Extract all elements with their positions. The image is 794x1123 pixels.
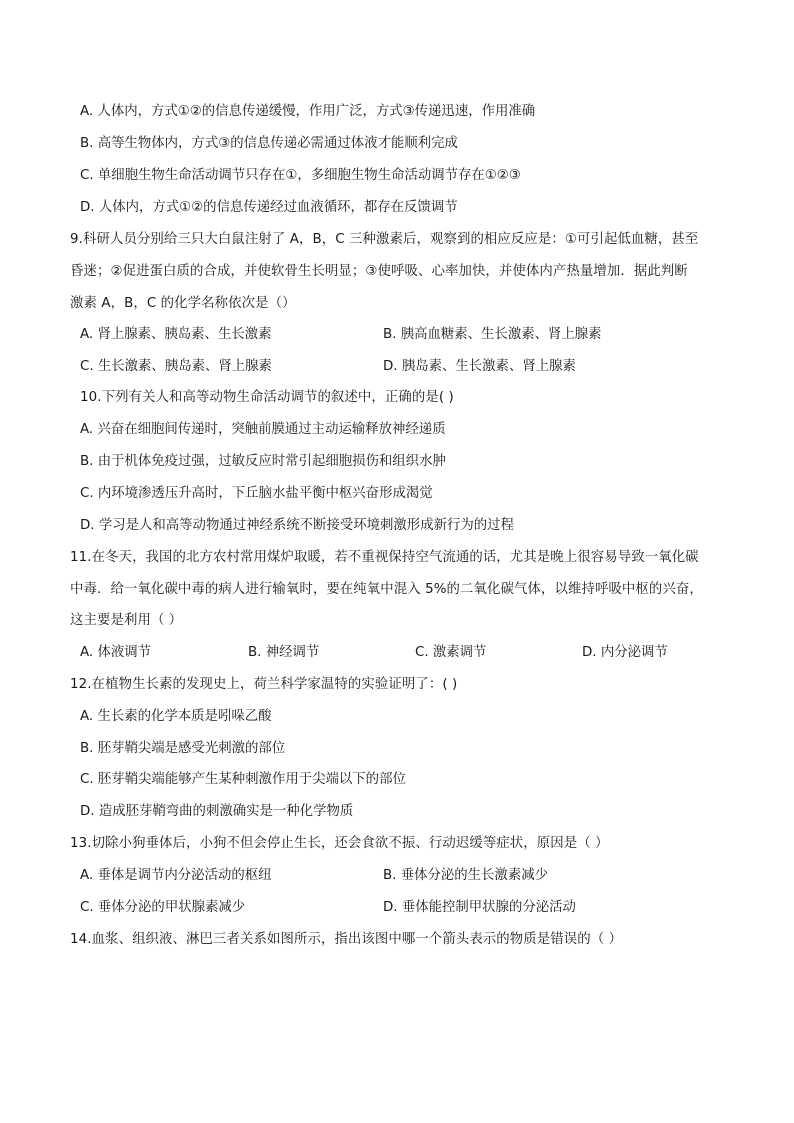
q12-stem: 12.在植物生长素的发现史上，荷兰科学家温特的实验证明了：( ) [70, 677, 458, 692]
q9-option-b: B. 胰高血糖素、生长激素、肾上腺素 [383, 327, 602, 342]
q12-option-d: D. 造成胚芽鞘弯曲的刺激确实是一种化学物质 [80, 804, 354, 819]
q8-option-c: C. 单细胞生物生命活动调节只存在①，多细胞生物生命活动调节存在①②③ [80, 168, 521, 183]
q9-stem-line-2: 昏迷；②促进蛋白质的合成，并使软骨生长明显；③使呼吸、心率加快，并使体内产热量增加．据此判断 [70, 264, 688, 279]
q8-option-b: B. 高等生物体内，方式③的信息传递必需通过体液才能顺利完成 [80, 136, 458, 151]
q8-option-d: D. 人体内，方式①②的信息传递经过血液循环，都存在反馈调节 [80, 200, 458, 215]
q12-option-b: B. 胚芽鞘尖端是感受光刺激的部位 [80, 741, 286, 756]
q11-stem-line-3: 这主要是利用（ ） [70, 613, 183, 628]
q11-option-a: A. 体液调节 [80, 645, 151, 660]
q9-option-a: A. 肾上腺素、胰岛素、生长激素 [80, 327, 272, 342]
q10-option-a: A. 兴奋在细胞间传递时，突触前膜通过主动运输释放神经递质 [80, 422, 446, 437]
q11-stem-line-1: 11.在冬天，我国的北方农村常用煤炉取暖，若不重视保持空气流通的话，尤其是晚上很容易导致一氧化碳 [70, 550, 699, 565]
q11-option-c: C. 激素调节 [415, 645, 487, 660]
q9-stem-line-3: 激素 A，B，C 的化学名称依次是（） [70, 296, 296, 311]
q8-option-a: A. 人体内，方式①②的信息传递缓慢，作用广泛，方式③传递迅速，作用准确 [80, 104, 536, 119]
q13-option-b: B. 垂体分泌的生长激素减少 [383, 868, 548, 883]
q11-stem-line-2: 中毒．给一氧化碳中毒的病人进行输氧时，要在纯氧中混入 5%的二氧化碳气体，以维持呼吸中枢的兴奋， [70, 582, 703, 597]
q9-stem-line-1: 9.科研人员分别给三只大白鼠注射了 A，B，C 三种激素后，观察到的相应反应是：①可引起低血糖，甚至 [70, 232, 699, 247]
q9-option-d: D. 胰岛素、生长激素、肾上腺素 [383, 359, 576, 374]
q13-option-c: C. 垂体分泌的甲状腺素减少 [80, 900, 246, 915]
q11-option-d: D. 内分泌调节 [582, 645, 668, 660]
q13-option-a: A. 垂体是调节内分泌活动的枢纽 [80, 868, 272, 883]
q10-option-b: B. 由于机体免疫过强，过敏反应时常引起细胞损伤和组织水肿 [80, 454, 446, 469]
q14-stem: 14.血浆、组织液、淋巴三者关系如图所示，指出该图中哪一个箭头表示的物质是错误的（ ） [70, 932, 623, 947]
q13-stem: 13.切除小狗垂体后，小狗不但会停止生长，还会食欲不振、行动迟缓等症状，原因是（ ） [70, 836, 609, 851]
q9-option-c: C. 生长激素、胰岛素、肾上腺素 [80, 359, 272, 374]
q12-option-c: C. 胚芽鞘尖端能够产生某种刺激作用于尖端以下的部位 [80, 772, 406, 787]
q13-option-d: D. 垂体能控制甲状腺的分泌活动 [383, 900, 576, 915]
q11-option-b: B. 神经调节 [248, 645, 320, 660]
q10-stem: 10.下列有关人和高等动物生命活动调节的叙述中，正确的是( ) [80, 390, 454, 405]
q10-option-c: C. 内环境渗透压升高时，下丘脑水盐平衡中枢兴奋形成渴觉 [80, 486, 433, 501]
q12-option-a: A. 生长素的化学本质是吲哚乙酸 [80, 709, 272, 724]
q10-option-d: D. 学习是人和高等动物通过神经系统不断接受环境刺激形成新行为的过程 [80, 518, 514, 533]
